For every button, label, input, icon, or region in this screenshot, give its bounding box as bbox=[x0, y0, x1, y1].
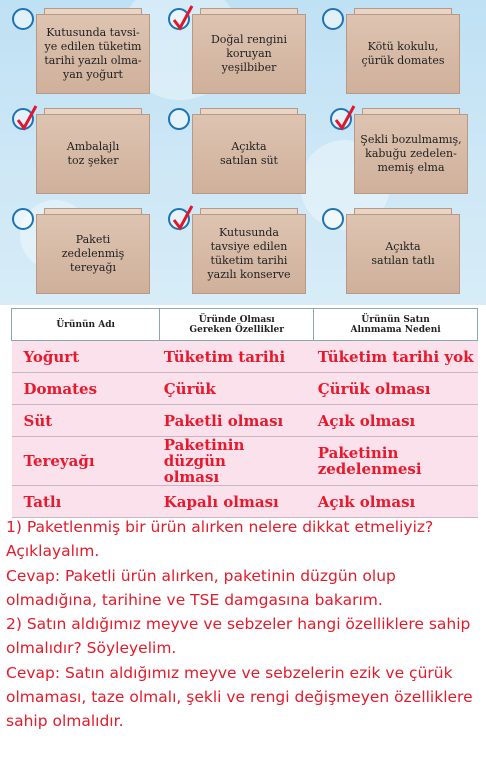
column-header: Ürünün Adı bbox=[12, 309, 160, 341]
table-row bbox=[12, 373, 478, 405]
check-circle-6[interactable] bbox=[12, 208, 34, 230]
product-box-5 bbox=[354, 108, 468, 194]
product-box-4 bbox=[192, 108, 306, 194]
question-1: 1) Paketlenmiş bir ürün alırken nelere dikkat etmeliyiz? Açıklayalım. bbox=[6, 518, 434, 561]
table-row bbox=[12, 486, 478, 518]
table-cell[interactable]: Çürük olması bbox=[314, 373, 478, 405]
check-circle-4[interactable] bbox=[168, 108, 190, 130]
product-boxes-panel bbox=[0, 0, 486, 305]
answer-2: Cevap: Satın aldığımız meyve ve sebzelerin ezik ve çürük olmaması, taze olmalı, şekli ve rengi değişmeyen özelliklere sahip olmalıdır. bbox=[6, 663, 473, 731]
product-box-2 bbox=[346, 8, 460, 94]
table-cell[interactable]: Paketinin düzgün olması bbox=[160, 437, 314, 486]
product-box-1 bbox=[192, 8, 306, 94]
table-cell[interactable]: Açık olması bbox=[314, 405, 478, 437]
questions-answers bbox=[6, 515, 484, 734]
product-box-label: Doğal rengini koruyan yeşilbiber bbox=[210, 33, 288, 74]
table-cell[interactable]: Paketinin zedelenmesi bbox=[314, 437, 478, 486]
product-box-label: Paketi zedelenmiş tereyağı bbox=[61, 233, 125, 274]
product-box-label: Kutusunda tavsi- ye edilen tüketim tarihi yazılı olma- yan yoğurt bbox=[44, 26, 142, 81]
table-row bbox=[12, 437, 478, 486]
check-circle-0[interactable] bbox=[12, 8, 34, 30]
product-box-label: Ambalajlı toz şeker bbox=[66, 140, 120, 167]
table-cell[interactable]: Süt bbox=[12, 405, 160, 437]
check-circle-7[interactable] bbox=[168, 208, 190, 230]
table-row bbox=[12, 341, 478, 373]
product-box-8 bbox=[346, 208, 460, 294]
product-box-3 bbox=[36, 108, 150, 194]
product-box-0 bbox=[36, 8, 150, 94]
check-circle-3[interactable] bbox=[12, 108, 34, 130]
question-2: 2) Satın aldığımız meyve ve sebzeler hangi özelliklere sahip olmalıdır? Söyleyelim. bbox=[6, 615, 471, 658]
check-circle-5[interactable] bbox=[330, 108, 352, 130]
table-cell[interactable]: Domates bbox=[12, 373, 160, 405]
product-box-6 bbox=[36, 208, 150, 294]
product-box-label: Kötü kokulu, çürük domates bbox=[361, 40, 445, 67]
product-box-label: Şekli bozulmamış, kabuğu zedelen- memiş elma bbox=[360, 133, 462, 174]
check-circle-8[interactable] bbox=[322, 208, 344, 230]
table-cell[interactable]: Yoğurt bbox=[12, 341, 160, 373]
product-box-label: Açıkta satılan tatlı bbox=[371, 240, 435, 267]
table-cell[interactable]: Tereyağı bbox=[12, 437, 160, 486]
table-cell[interactable]: Açık olması bbox=[314, 486, 478, 518]
product-table bbox=[11, 308, 478, 518]
product-box-label: Açıkta satılan süt bbox=[220, 140, 278, 167]
check-circle-2[interactable] bbox=[322, 8, 344, 30]
column-header: Ürünün Satın Alınmama Nedeni bbox=[314, 309, 478, 341]
table-cell[interactable]: Paketli olması bbox=[160, 405, 314, 437]
table-row bbox=[12, 405, 478, 437]
answer-1: Cevap: Paketli ürün alırken, paketinin düzgün olup olmadığına, tarihine ve TSE damgasına bakarım. bbox=[6, 566, 396, 609]
product-box-label: Kutusunda tavsiye edilen tüketim tarihi yazılı konserve bbox=[207, 226, 291, 281]
table-cell[interactable]: Tüketim tarihi bbox=[160, 341, 314, 373]
product-box-7 bbox=[192, 208, 306, 294]
check-circle-1[interactable] bbox=[168, 8, 190, 30]
table-cell[interactable]: Tatlı bbox=[12, 486, 160, 518]
table-cell[interactable]: Kapalı olması bbox=[160, 486, 314, 518]
column-header: Üründe Olması Gereken Özellikler bbox=[160, 309, 314, 341]
table-cell[interactable]: Çürük bbox=[160, 373, 314, 405]
table-header-row bbox=[12, 309, 478, 341]
table-cell[interactable]: Tüketim tarihi yok bbox=[314, 341, 478, 373]
